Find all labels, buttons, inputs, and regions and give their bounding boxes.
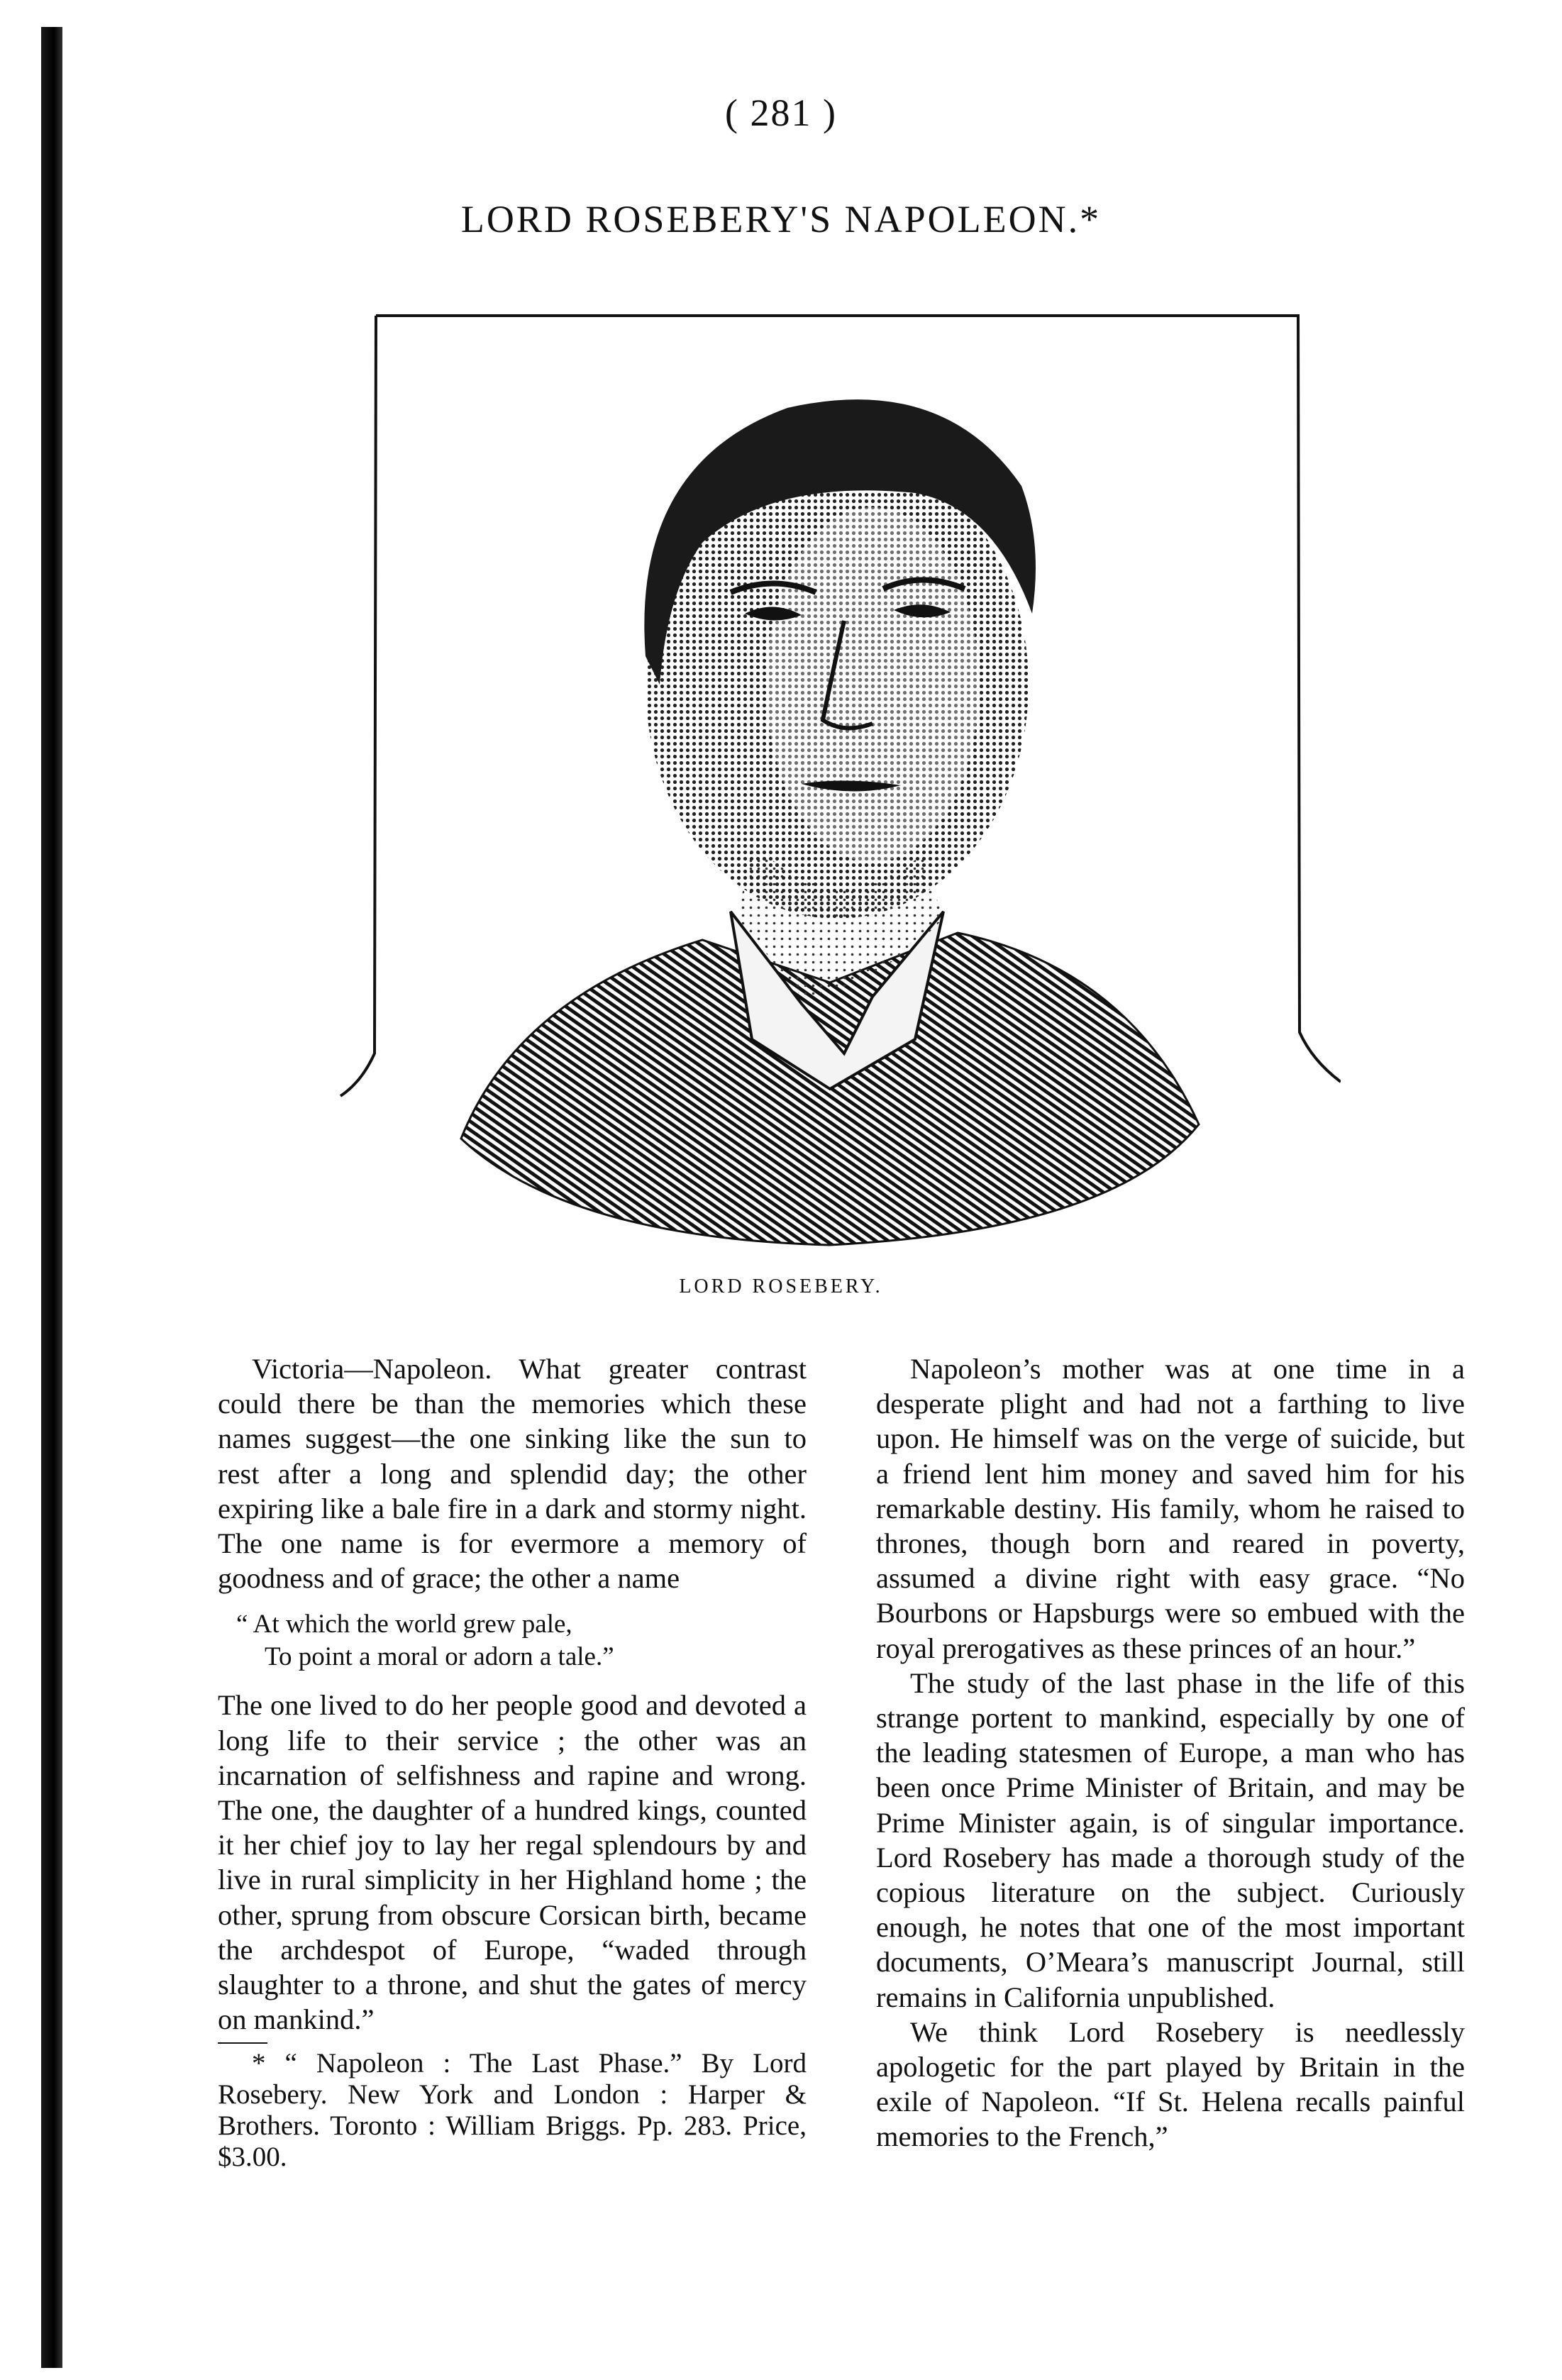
- portrait-caption: LORD ROSEBERY.: [679, 1275, 883, 1297]
- page-binding-edge: [41, 27, 62, 2368]
- quote-line: “ At which the world grew pale,: [236, 1610, 572, 1639]
- paragraph: We think Lord Rosebery is needlessly apologetic for the part played by Britain in the exile of Napoleon. “If St. Helena recalls painful memories to the French,”: [876, 2015, 1465, 2153]
- paragraph: Victoria—Napoleon. What greater contrast could there be than the memories which these names suggest—the one sinking like the sun to rest after a long and splendid day; the other expiring like a bale fire in a dark and stormy night. The one name is for evermore a memory of goodness and of grace; the other a name: [218, 1353, 807, 1595]
- quote-line: To point a moral or adorn a tale.”: [265, 1642, 614, 1672]
- left-column: [218, 1351, 807, 2173]
- footnote: * “ Napoleon : The Last Phase.” By Lord Rosebery. New York and London : Harper & Brothers. Toronto : William Briggs. Pp. 283. Price, $3.00.: [218, 2048, 807, 2173]
- paragraph: The study of the last phase in the life of this strange portent to mankind, especially by one of the leading statesmen of Europe, a man who has been once Prime Minister of Britain, and may be Prime Minister again, is of singular importance. Lord Rosebery has made a thorough study of the copious literature on the subject. Curiously enough, he notes that one of the most important documents, O’Meara’s manuscript Journal, still remains in California unpublished.: [876, 1666, 1465, 2013]
- article-title: LORD ROSEBERY'S NAPOLEON.*: [460, 198, 1102, 240]
- verse-quote: [218, 1608, 807, 1673]
- engraved-portrait-icon: [333, 287, 1341, 1259]
- paragraph: The one lived to do her people good and devoted a long life to their service ; the other was an incarnation of selfishness and rapine and wrong. The one, the daughter of a hundred kings, counted it her chief joy to lay her regal splendours by and live in rural simplicity in her Highland home ; the other, sprung from obscure Corsican birth, became the archdespot of Europe, “waded through slaughter to a throne, and shut the gates of mercy on mankind.”: [218, 1689, 807, 2036]
- page-number: ( 281 ): [725, 92, 837, 134]
- right-column: [876, 1351, 1465, 2154]
- paragraph: Napoleon’s mother was at one time in a desperate plight and had not a farthing to live upon. He himself was on the verge of suicide, but a friend lent him money and saved him for his remarkable destiny. His family, whom he raised to thrones, though born and reared in poverty, assumed a divine right with easy grace. “No Bourbons or Hapsburgs were so embued with the royal prerogatives as these princes of an hour.”: [876, 1353, 1465, 1664]
